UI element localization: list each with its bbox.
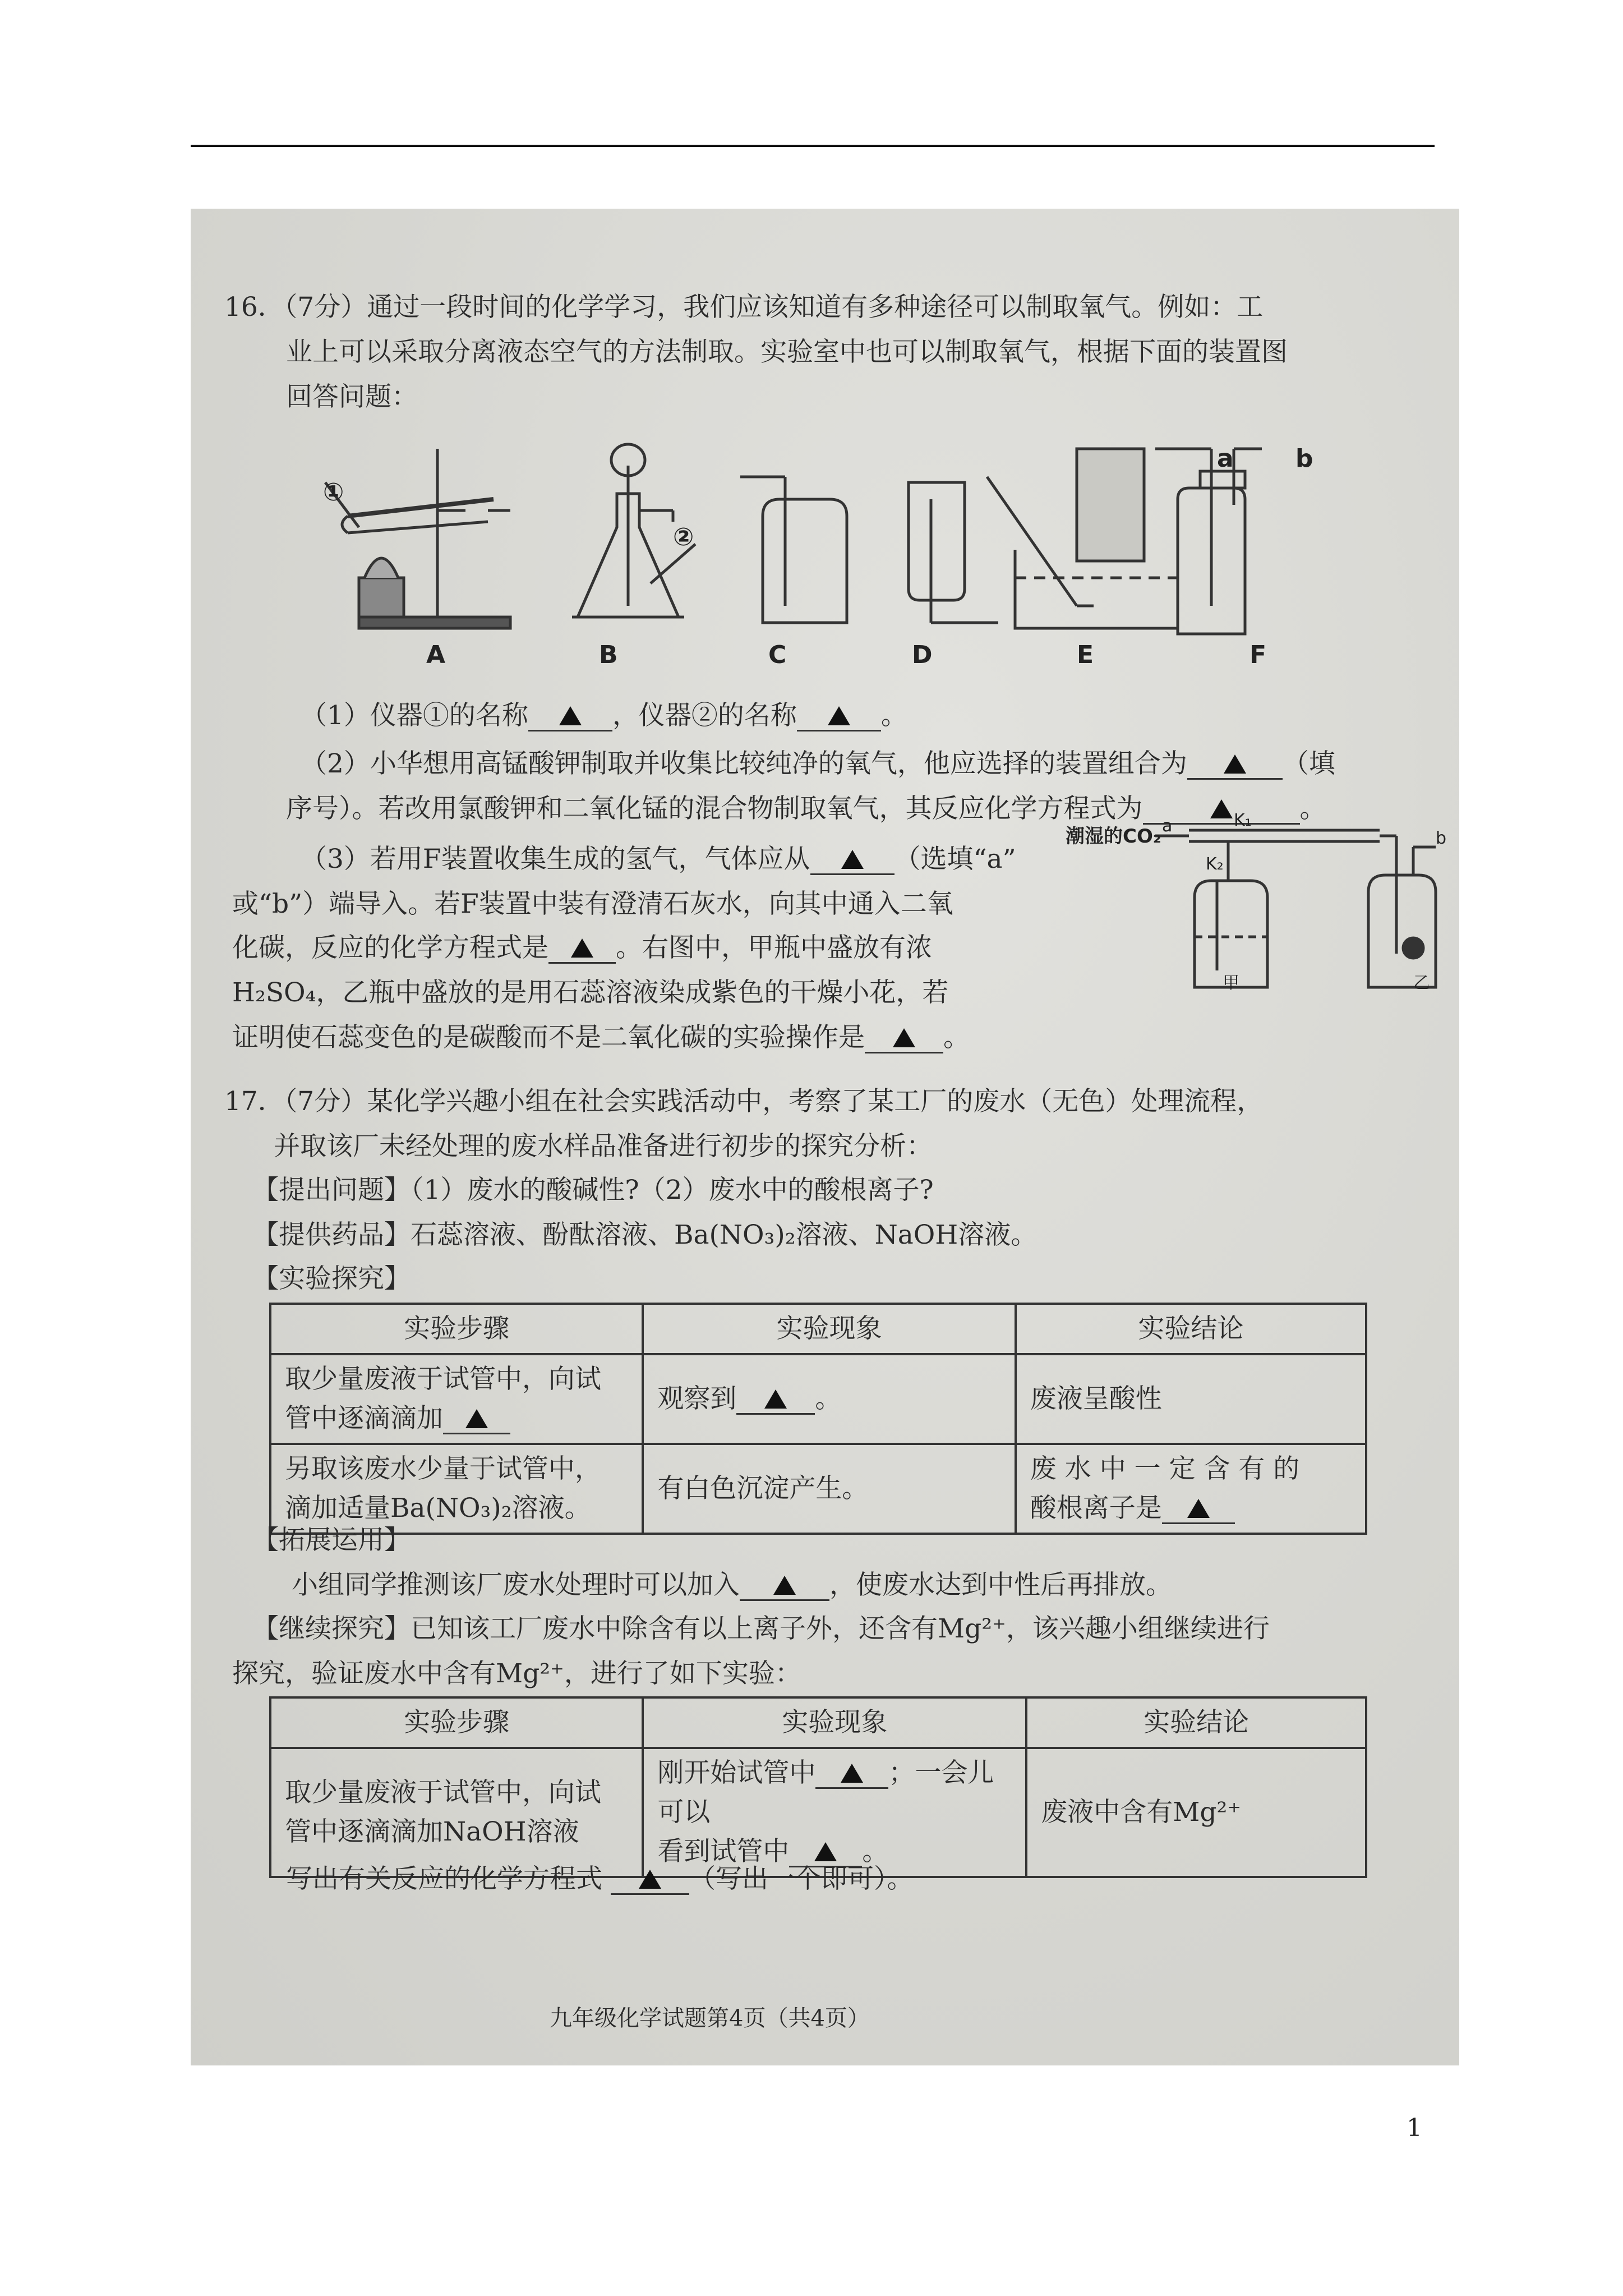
triangle-marker-icon bbox=[571, 938, 593, 958]
co2-gas-label: 潮湿的CO₂ bbox=[1066, 825, 1161, 848]
cell-step: 另取该废水少量于试管中， 滴加适量Ba(NO₃)₂溶液。 bbox=[270, 1444, 643, 1534]
q16-p3-text-b: （选填“a” bbox=[894, 844, 1016, 875]
cell-conclusion: 废液呈酸性 bbox=[1016, 1354, 1366, 1444]
answer-blank bbox=[797, 702, 881, 731]
apparatus-label-f: F bbox=[1249, 641, 1267, 669]
q16-part3-line5 bbox=[232, 1021, 970, 1055]
q16-p1-text-a: （1）仪器①的名称 bbox=[301, 700, 528, 731]
triangle-marker-icon bbox=[773, 1576, 796, 1595]
q17-extend-text: 小组同学推测该厂废水处理时可以加入 ，使废水达到中性后再排放。 bbox=[292, 1570, 1172, 1600]
scanned-exam-page bbox=[191, 209, 1459, 2065]
apparatus-label-c: C bbox=[768, 641, 787, 669]
q16-p3-text-h: 。 bbox=[943, 1022, 970, 1053]
answer-blank bbox=[1187, 750, 1283, 780]
col-header-steps: 实验步骤 bbox=[270, 1304, 643, 1354]
q16-part3-line2: 或“b”）端导入。若F装置中装有澄清石灰水，向其中通入二氧 bbox=[232, 889, 953, 919]
bottle-1-label: 甲 bbox=[1223, 973, 1239, 993]
bottle-2-label: 乙 bbox=[1413, 973, 1430, 993]
fig2-port-a-label: a bbox=[1162, 816, 1173, 836]
apparatus-label-d: D bbox=[912, 641, 933, 669]
cell-step: 取少量废液于试管中，向试 管中逐滴滴加 bbox=[270, 1354, 643, 1444]
q17-question: 【提出问题】（1）废水的酸碱性?（2）废水中的酸根离子? bbox=[252, 1175, 934, 1205]
q16-part3-line4: H₂SO₄，乙瓶中盛放的是用石蕊溶液染成紫色的干燥小花，若 bbox=[232, 977, 949, 1008]
col-header-conclusion: 实验结论 bbox=[1026, 1697, 1366, 1748]
q17-continue-line2: 探究，验证废水中含有Mg²⁺，进行了如下实验： bbox=[232, 1658, 801, 1689]
answer-blank bbox=[1162, 1494, 1235, 1524]
co2-apparatus-diagram bbox=[1066, 808, 1447, 993]
q16-part2-line1 bbox=[301, 747, 1335, 781]
apparatus-label-a: A bbox=[426, 641, 446, 669]
port-b-label: b bbox=[1295, 444, 1313, 473]
q17-intro-line2: 并取该厂未经处理的废水样品准备进行初步的探究分析： bbox=[274, 1131, 933, 1162]
q17-continue-line1: 【继续探究】已知该工厂废水中除含有以上离子外，还含有Mg²⁺，该兴趣小组继续进行 bbox=[252, 1613, 1270, 1644]
q16-part1 bbox=[301, 699, 907, 733]
cell-conclusion: 废 水 中 一 定 含 有 的 酸根离子是 bbox=[1016, 1444, 1366, 1534]
triangle-marker-icon bbox=[465, 1409, 488, 1428]
q16-intro-line2: 业上可以采取分离液态空气的方法制取。实验室中也可以制取氧气，根据下面的装置图 bbox=[286, 337, 1288, 367]
triangle-marker-icon bbox=[828, 706, 850, 725]
q16-p2-text-a: （2）小华想用高锰酸钾制取并收集比较纯净的氧气，他应选择的装置组合为 bbox=[301, 748, 1187, 779]
q16-p2-text-c: 序号）。若改用氯酸钾和二氧化锰的混合物制取氧气，其反应化学方程式为 bbox=[286, 793, 1143, 824]
table-row bbox=[270, 1748, 1366, 1877]
col-header-conclusion: 实验结论 bbox=[1016, 1304, 1366, 1354]
q17-reagents: 【提供药品】石蕊溶液、酚酞溶液、Ba(NO₃)₂溶液、NaOH溶液。 bbox=[252, 1220, 1038, 1250]
q16-p3-text-g: 证明使石蕊变色的是碳酸而不是二氧化碳的实验操作是 bbox=[232, 1022, 865, 1053]
apparatus-a-drawing bbox=[325, 449, 510, 628]
experiment-table-2 bbox=[269, 1696, 1367, 1878]
q16-p2-text-b: （填 bbox=[1282, 748, 1335, 779]
q16-p3-text-e: 。右图中，甲瓶中盛放有浓 bbox=[616, 932, 932, 963]
cell-step: 取少量废液于试管中，向试 管中逐滴滴加NaOH溶液 bbox=[270, 1748, 643, 1877]
q16-part3-line3 bbox=[232, 931, 932, 965]
instrument-1-label: ① bbox=[323, 478, 344, 507]
triangle-marker-icon bbox=[559, 706, 582, 725]
cell-observation: 刚开始试管中 ；一会儿可以 看到试管中 。 bbox=[643, 1748, 1026, 1877]
cell-observation: 有白色沉淀产生。 bbox=[643, 1444, 1015, 1534]
col-header-steps: 实验步骤 bbox=[270, 1697, 643, 1748]
port-a-label: a bbox=[1217, 444, 1234, 473]
cell-observation: 观察到 。 bbox=[643, 1354, 1015, 1444]
answer-blank bbox=[548, 934, 616, 964]
q17-extend-heading: 【拓展运用】 bbox=[252, 1525, 411, 1556]
triangle-marker-icon bbox=[893, 1028, 915, 1047]
valve-k2-label: K₂ bbox=[1206, 854, 1224, 874]
table-row bbox=[270, 1354, 1366, 1444]
apparatus-e-drawing bbox=[987, 449, 1178, 628]
triangle-marker-icon bbox=[841, 1764, 863, 1783]
q16-p1-text-c: 。 bbox=[880, 700, 907, 731]
apparatus-c-drawing bbox=[740, 477, 847, 623]
triangle-marker-icon bbox=[814, 1842, 837, 1861]
q17-explore-heading: 【实验探究】 bbox=[252, 1263, 411, 1294]
apparatus-f-drawing bbox=[1155, 449, 1262, 634]
col-header-observations: 实验现象 bbox=[643, 1304, 1015, 1354]
triangle-marker-icon bbox=[764, 1389, 787, 1409]
table-header-row bbox=[270, 1697, 1366, 1748]
triangle-marker-icon bbox=[1224, 754, 1246, 774]
answer-blank bbox=[865, 1024, 943, 1053]
experiment-table-1 bbox=[269, 1303, 1367, 1535]
answer-blank bbox=[528, 702, 612, 731]
answer-blank bbox=[736, 1385, 815, 1415]
triangle-marker-icon bbox=[841, 850, 864, 869]
exam-page-footer: 九年级化学试题第4页（共4页） bbox=[550, 2005, 870, 2031]
q17-intro-line1: 17．（7分）某化学兴趣小组在社会实践活动中，考察了某工厂的废水（无色）处理流程， bbox=[224, 1086, 1264, 1117]
q16-intro-line3: 回答问题： bbox=[286, 381, 418, 412]
cell-conclusion: 废液中含有Mg²⁺ bbox=[1026, 1748, 1366, 1877]
q17-equation-line: 写出有关反应的化学方程式 （写出一个即可）。 bbox=[286, 1864, 914, 1894]
q16-p3-text-a: （3）若用F装置收集生成的氢气，气体应从 bbox=[301, 844, 810, 875]
q16-p2-text-d: 。 bbox=[1299, 793, 1326, 824]
top-rule bbox=[191, 145, 1435, 147]
apparatus-d-drawing bbox=[909, 482, 998, 623]
triangle-marker-icon bbox=[1187, 1499, 1210, 1518]
answer-blank bbox=[443, 1405, 510, 1434]
answer-blank bbox=[611, 1865, 689, 1895]
col-header-observations: 实验现象 bbox=[643, 1697, 1026, 1748]
table-header-row bbox=[270, 1304, 1366, 1354]
apparatus-label-e: E bbox=[1077, 641, 1094, 669]
q16-p1-text-b: ，仪器②的名称 bbox=[612, 700, 797, 731]
fig2-port-b-label: b bbox=[1436, 829, 1447, 848]
answer-blank bbox=[810, 845, 895, 875]
triangle-marker-icon bbox=[639, 1870, 661, 1889]
instrument-2-label: ② bbox=[673, 523, 694, 551]
apparatus-label-b: B bbox=[599, 641, 618, 669]
q16-p3-text-d: 化碳，反应的化学方程式是 bbox=[232, 932, 548, 963]
q16-part3-line1 bbox=[301, 843, 1016, 876]
page-number: 1 bbox=[1407, 2114, 1422, 2142]
q16-intro-line1: 16．（7分）通过一段时间的化学学习，我们应该知道有多种途径可以制取氧气。例如：工 bbox=[224, 292, 1264, 323]
answer-blank bbox=[815, 1759, 888, 1789]
apparatus-diagram bbox=[303, 438, 1267, 662]
answer-blank bbox=[740, 1571, 829, 1601]
table-row bbox=[270, 1444, 1366, 1534]
valve-k1-label: K₁ bbox=[1234, 811, 1252, 830]
